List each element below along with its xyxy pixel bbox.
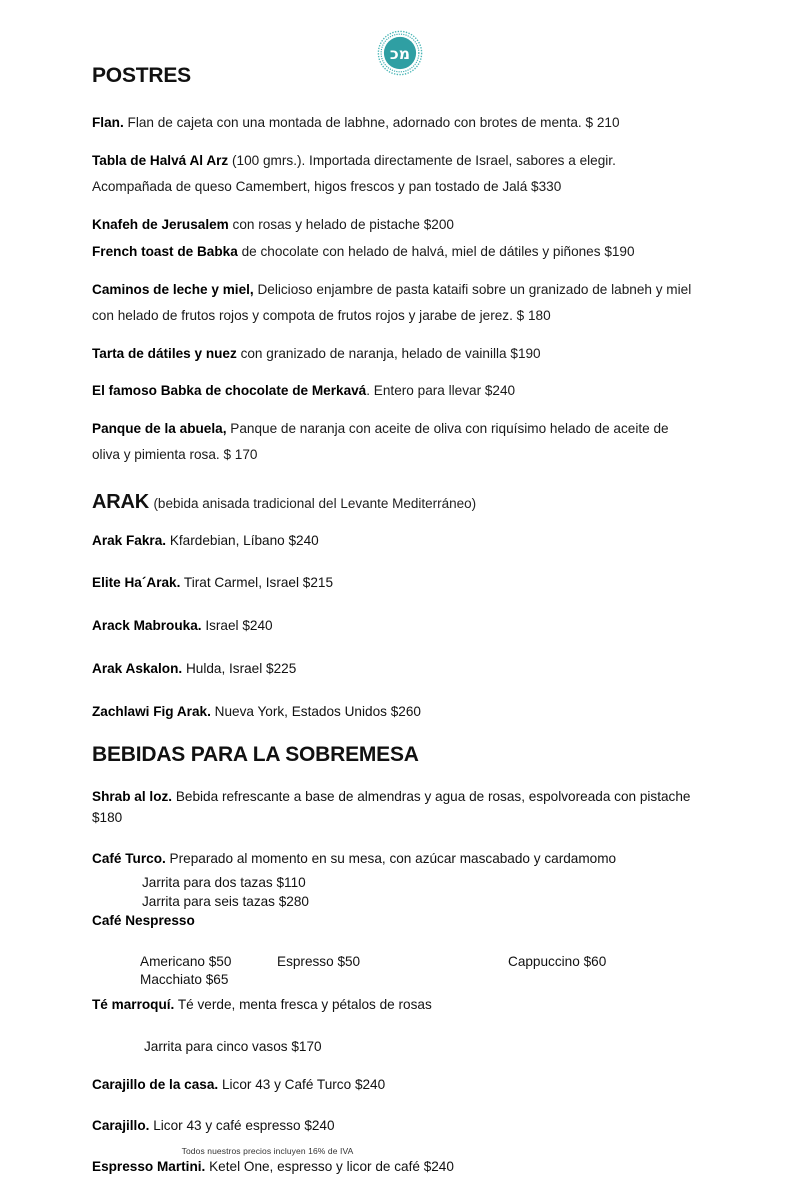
spacer — [92, 1056, 722, 1074]
menu-item-shrab-al-loz — [92, 786, 722, 828]
section-title-postres: POSTRES — [92, 64, 191, 87]
menu-item-tabla-halva — [92, 148, 722, 201]
menu-item-cafe-nespresso: Café Nespresso — [92, 913, 195, 929]
item-desc: Hulda, Israel $225 — [182, 660, 297, 676]
item-desc: de chocolate con helado de halvá, miel de dátiles y piñones $190 — [237, 244, 635, 260]
item-name: Tarta de dátiles y nuez — [92, 345, 237, 361]
svg-text:מכ: מכ — [389, 43, 411, 63]
item-name: Panque de la abuela, — [92, 420, 227, 436]
item-desc-line2: con helado de frutos rojos y compota de frutos rojos y jarabe de jerez. $ 180 — [92, 308, 551, 324]
menu-item-french-toast-babka — [92, 239, 722, 266]
item-name: French toast de Babka — [92, 244, 238, 260]
item-price-line: $180 — [92, 809, 123, 825]
item-name: El famoso Babka de chocolate de Merkavá — [92, 383, 367, 399]
item-name: Arack Mabrouka. — [92, 618, 202, 634]
nespresso-options-grid — [92, 954, 722, 994]
item-desc: . Entero para llevar $240 — [366, 383, 516, 399]
nespresso-option-macchiato: Macchiato $65 — [140, 971, 229, 987]
item-desc: con granizado de naranja, helado de vainilla $190 — [236, 345, 541, 361]
nespresso-option-espresso: Espresso $50 — [277, 953, 361, 969]
item-desc-line2: Acompañada de queso Camembert, higos frescos y pan tostado de Jalá $330 — [92, 179, 562, 195]
menu-item-carajillo-de-la-casa — [92, 1074, 722, 1095]
section-title-arak — [92, 491, 722, 514]
arak-subtitle: (bebida anisada tradicional del Levante Mediterráneo) — [153, 495, 477, 511]
te-marroqui-option-cinco-vasos: Jarrita para cinco vasos $170 — [144, 1038, 322, 1054]
item-name: Tabla de Halvá Al Arz — [92, 152, 229, 168]
nespresso-option-cappuccino: Cappuccino $60 — [508, 953, 607, 969]
item-name: Knafeh de Jerusalem — [92, 216, 229, 232]
item-desc: con rosas y helado de pistache $200 — [228, 216, 454, 232]
menu-item-arak-askalon — [92, 658, 722, 680]
item-name: Elite Ha´Arak. — [92, 575, 181, 591]
item-desc: Flan de cajeta con una montada de labhne, adornado con brotes de menta. $ 210 — [123, 115, 620, 131]
item-desc: Israel $240 — [201, 618, 273, 634]
item-name: Arak Fakra. — [92, 532, 167, 548]
item-name: Café Turco. — [92, 850, 166, 866]
item-desc: Panque de naranja con aceite de oliva con riquísimo helado de aceite de — [226, 420, 669, 436]
item-name: Zachlawi Fig Arak. — [92, 703, 211, 719]
item-name: Caminos de leche y miel, — [92, 281, 254, 297]
item-desc: Té verde, menta fresca y pétalos de rosas — [174, 996, 432, 1012]
item-name: Espresso Martini. — [92, 1159, 206, 1175]
menu-item-te-marroqui — [92, 994, 722, 1015]
menu-item-arak-fakra — [92, 530, 722, 552]
item-name: Té marroquí. — [92, 996, 175, 1012]
footer — [0, 1146, 800, 1156]
menu-item-knafeh — [92, 212, 722, 239]
item-desc: Kfardebian, Líbano $240 — [166, 532, 319, 548]
section-title-sobremesa: BEBIDAS PARA LA SOBREMESA — [92, 743, 419, 767]
cafe-turco-option-seis-tazas: Jarrita para seis tazas $280 — [142, 894, 309, 910]
item-desc: Tirat Carmel, Israel $215 — [180, 575, 334, 591]
arak-title: ARAK — [92, 490, 149, 513]
item-name: Arak Askalon. — [92, 660, 183, 676]
menu-item-panque-abuela — [92, 416, 722, 469]
item-desc: Preparado al momento en su mesa, con azúcar mascabado y cardamomo — [165, 850, 617, 866]
menu-item-arack-mabrouka — [92, 615, 722, 637]
menu-item-elite-haarak — [92, 572, 722, 594]
item-desc: Delicioso enjambre de pasta kataifi sobre un granizado de labneh y miel — [253, 281, 692, 297]
menu-item-carajillo — [92, 1115, 722, 1136]
cafe-turco-option-dos-tazas: Jarrita para dos tazas $110 — [142, 874, 306, 890]
menu-item-espresso-martini — [92, 1156, 722, 1177]
menu-item-babka-merkava — [92, 378, 722, 405]
item-desc: (100 gmrs.). Importada directamente de Israel, sabores a elegir. — [228, 152, 616, 168]
item-desc: Ketel One, espresso y licor de café $240 — [205, 1159, 454, 1175]
menu-item-caminos-leche-miel — [92, 277, 722, 330]
item-desc-line2: oliva y pimienta rosa. $ 170 — [92, 447, 258, 463]
menu-item-zachlawi-fig-arak — [92, 701, 722, 723]
item-desc: Nueva York, Estados Unidos $260 — [210, 703, 421, 719]
item-desc: Bebida refrescante a base de almendras y agua de rosas, espolvoreada con pistache — [172, 788, 691, 804]
menu-item-cafe-turco — [92, 848, 722, 869]
menu-item-flan — [92, 110, 722, 137]
nespresso-option-americano: Americano $50 — [140, 953, 232, 969]
menu-content — [92, 64, 722, 1197]
item-desc: Licor 43 y café espresso $240 — [149, 1118, 335, 1134]
spacer — [92, 1019, 722, 1037]
item-name: Carajillo. — [92, 1118, 150, 1134]
menu-item-tarta-datiles — [92, 341, 722, 368]
item-desc: Licor 43 y Café Turco $240 — [218, 1077, 386, 1093]
item-name: Carajillo de la casa. — [92, 1077, 219, 1093]
item-name: Shrab al loz. — [92, 788, 173, 804]
footer-tax-note: Todos nuestros precios incluyen 16% de IVA — [181, 1146, 354, 1156]
item-name: Flan. — [92, 115, 124, 131]
